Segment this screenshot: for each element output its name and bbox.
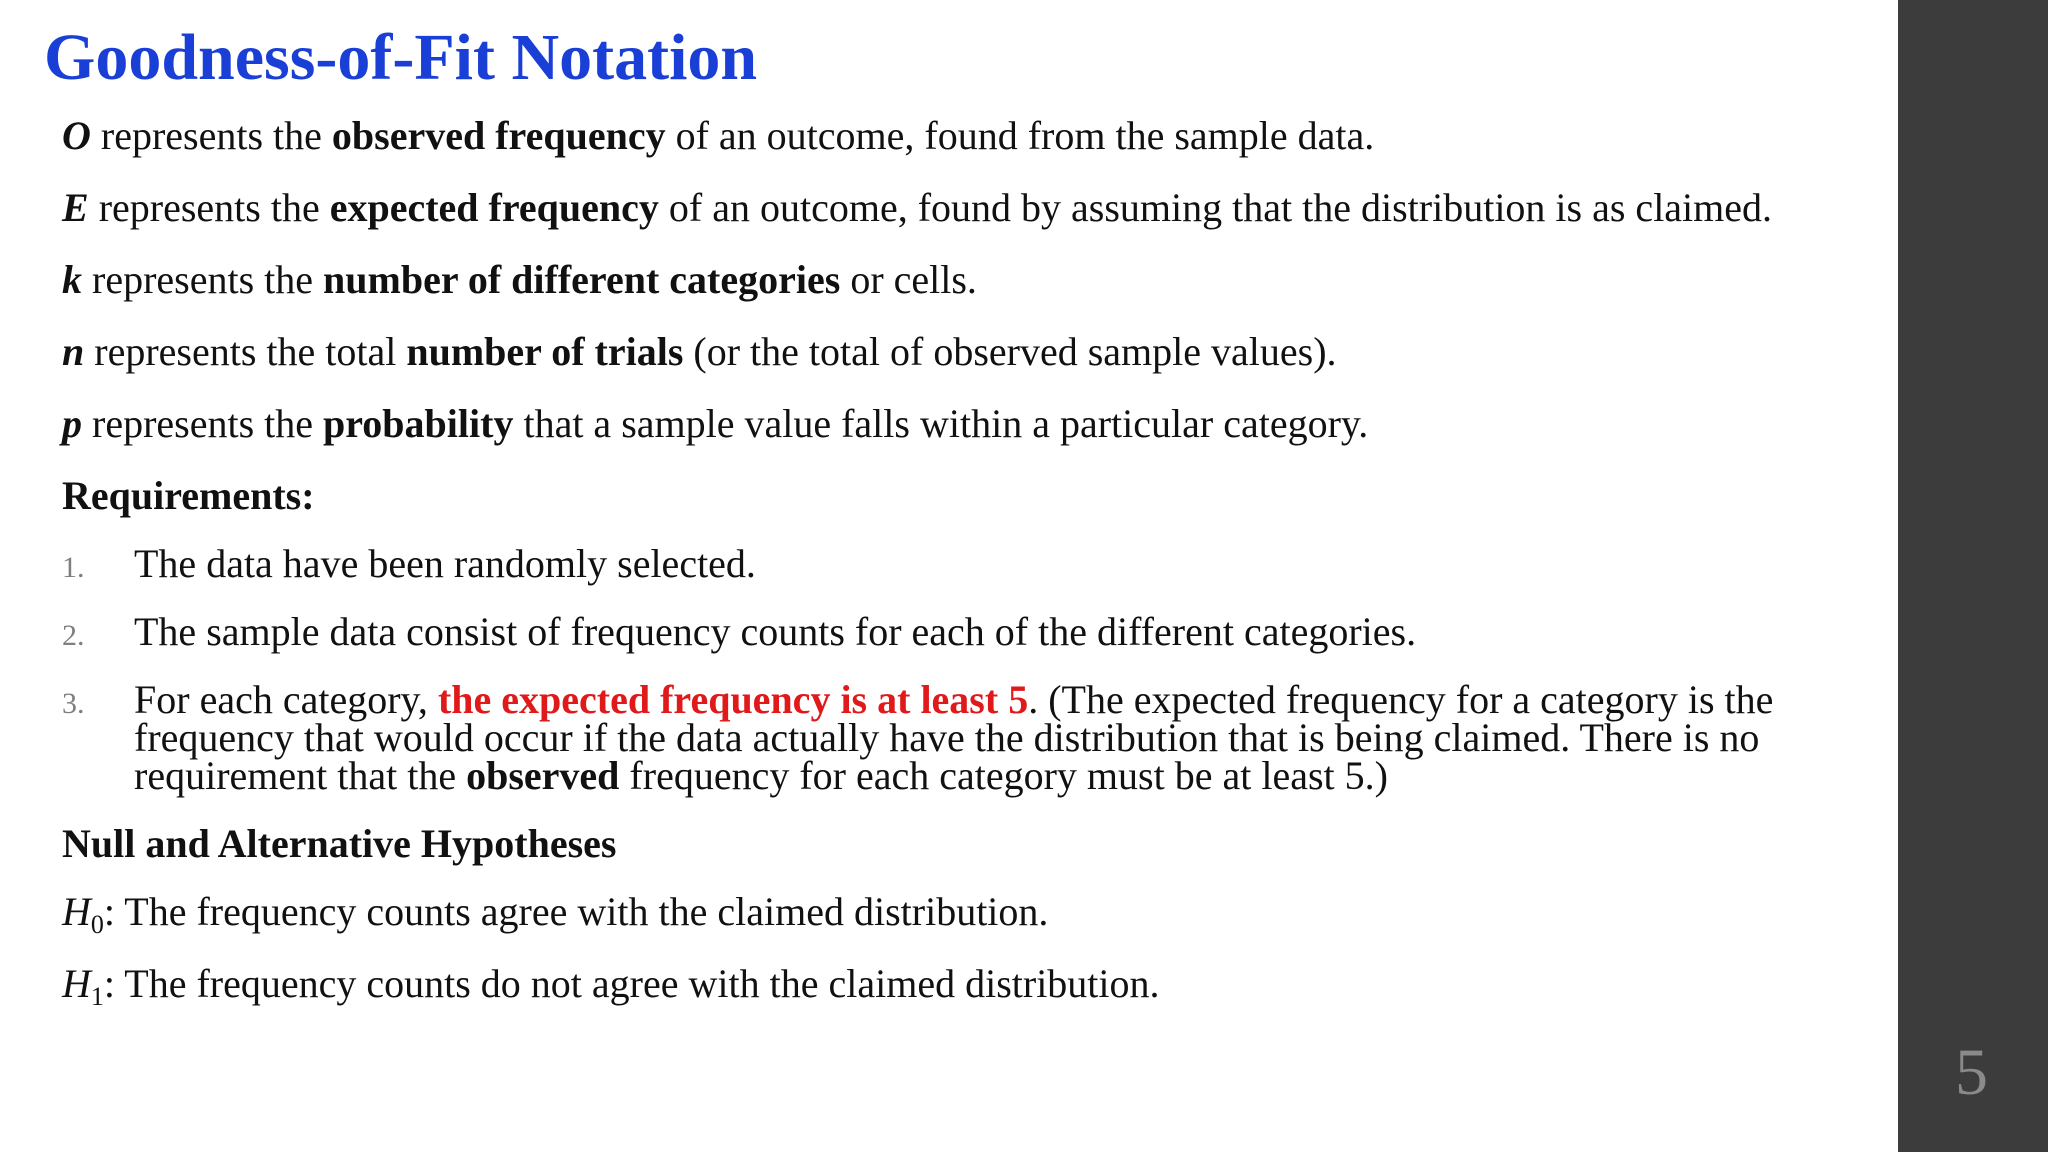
definition-o bbox=[62, 113, 1852, 158]
requirement-text: The sample data consist of frequency counts for each of the different categories. bbox=[134, 609, 1417, 654]
alternative-hypothesis-text: : The frequency counts do not agree with the claimed distribution. bbox=[103, 961, 1160, 1006]
definition-p-term: probability bbox=[323, 401, 514, 446]
definition-e-pre: represents the bbox=[88, 185, 330, 230]
definition-p bbox=[62, 401, 1852, 446]
requirement-highlight: the expected frequency is at least 5 bbox=[437, 677, 1029, 722]
slide-body bbox=[62, 113, 1852, 1037]
definition-o-post: of an outcome, found from the sample data. bbox=[665, 113, 1375, 158]
definition-k-term: number of different categories bbox=[323, 257, 841, 302]
symbol-e: E bbox=[62, 185, 89, 230]
definition-n-post: (or the total of observed sample values). bbox=[683, 329, 1337, 374]
definition-e-post: of an outcome, found by assuming that the distribution is as claimed. bbox=[658, 185, 1773, 230]
definition-e-term: expected frequency bbox=[329, 185, 659, 230]
definition-p-pre: represents the bbox=[82, 401, 324, 446]
requirement-text-post: frequency for each category must be at least 5.) bbox=[619, 753, 1388, 798]
requirement-number: 1. bbox=[62, 551, 85, 584]
requirement-text-mid: . (The expected frequency for a category is the frequency that would occur if the data actually have the distribution that is being claimed. There is no requirement that the bbox=[134, 677, 1774, 798]
symbol-p: p bbox=[62, 401, 82, 446]
requirement-number: 2. bbox=[62, 619, 85, 652]
definition-n-term: number of trials bbox=[406, 329, 684, 374]
definition-p-post: that a sample value falls within a particular category. bbox=[513, 401, 1369, 446]
requirement-text: The data have been randomly selected. bbox=[134, 541, 756, 586]
symbol-k: k bbox=[62, 257, 82, 302]
alternative-hypothesis-subscript: 1 bbox=[90, 982, 104, 1011]
sidebar-panel bbox=[1898, 0, 2048, 1152]
definition-o-pre: represents the bbox=[90, 113, 332, 158]
definition-n bbox=[62, 329, 1852, 374]
slide-title: Goodness-of-Fit Notation bbox=[44, 21, 758, 94]
definition-k-post: or cells. bbox=[840, 257, 977, 302]
requirement-number: 3. bbox=[62, 687, 85, 720]
requirements-heading: Requirements: bbox=[62, 473, 315, 518]
definition-k bbox=[62, 257, 1852, 302]
requirements-list bbox=[62, 541, 1852, 798]
symbol-n: n bbox=[62, 329, 85, 374]
definition-e bbox=[62, 185, 1852, 230]
requirement-bold-observed: observed bbox=[466, 753, 620, 798]
slide-number: 5 bbox=[1955, 1036, 1988, 1109]
null-hypothesis-text: : The frequency counts agree with the claimed distribution. bbox=[103, 889, 1049, 934]
hypotheses-heading: Null and Alternative Hypotheses bbox=[62, 821, 617, 866]
definition-o-term: observed frequency bbox=[331, 113, 666, 158]
definition-n-pre: represents the total bbox=[84, 329, 407, 374]
requirement-item-3 bbox=[62, 677, 1852, 798]
requirement-item-1 bbox=[62, 541, 1852, 586]
requirement-item-2 bbox=[62, 609, 1852, 654]
alternative-hypothesis bbox=[62, 961, 1852, 1011]
null-hypothesis bbox=[62, 889, 1852, 939]
definition-k-pre: represents the bbox=[82, 257, 324, 302]
requirement-text-pre: For each category, bbox=[134, 677, 438, 722]
null-hypothesis-subscript: 0 bbox=[90, 910, 104, 939]
alternative-hypothesis-symbol: H bbox=[62, 961, 91, 1006]
null-hypothesis-symbol: H bbox=[62, 889, 91, 934]
symbol-o: O bbox=[62, 113, 91, 158]
